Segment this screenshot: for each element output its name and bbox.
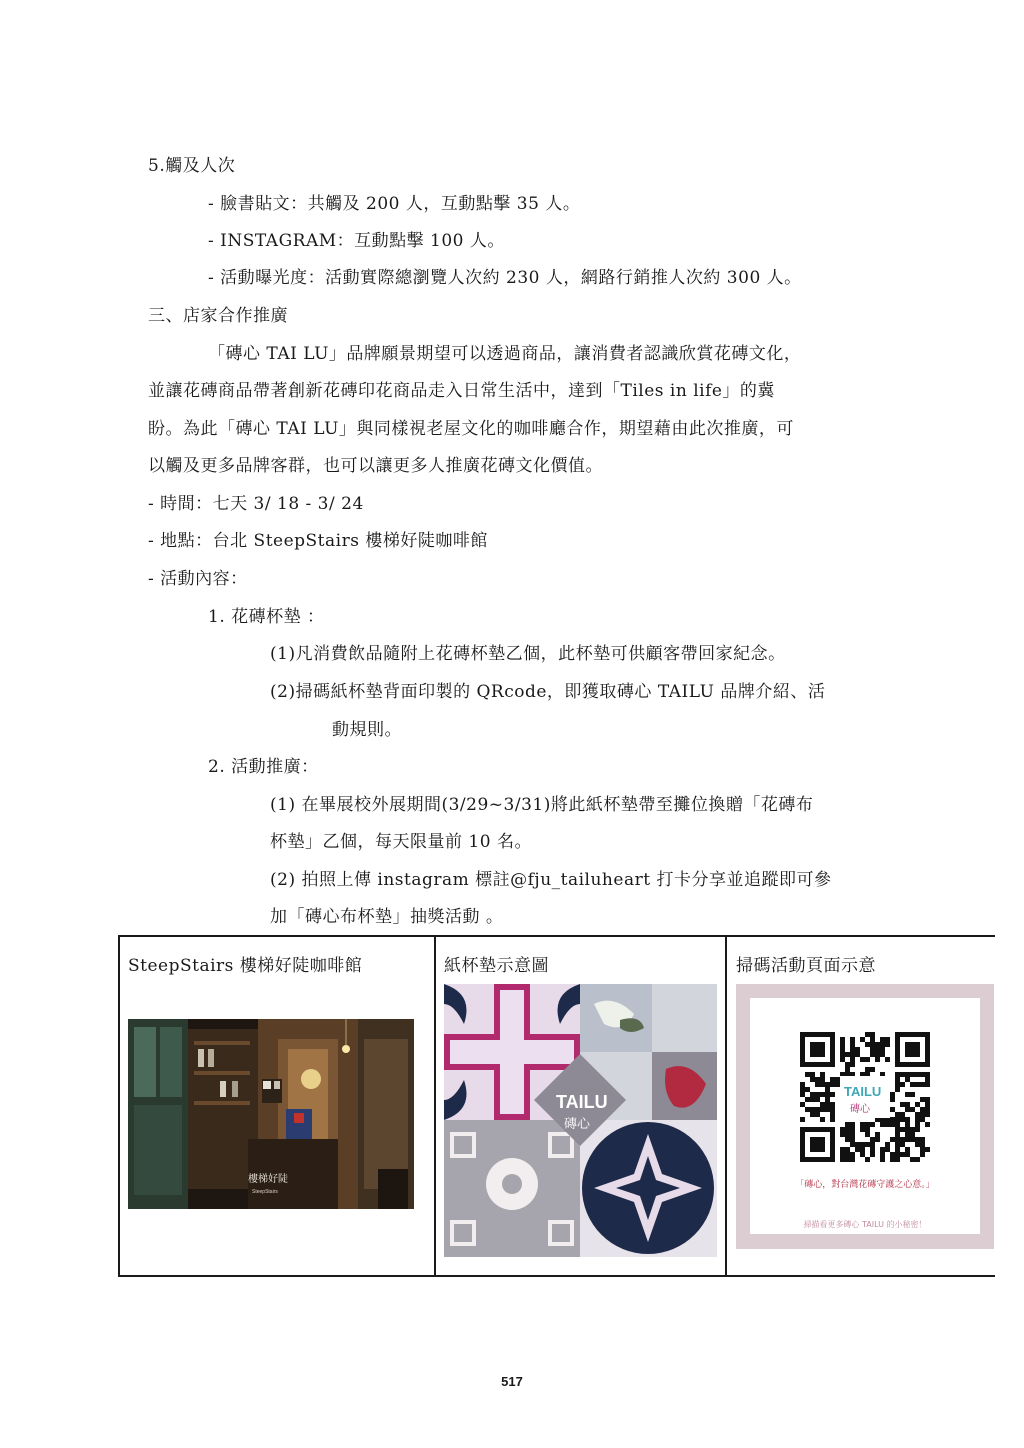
- cafe-sign-sub: SteepStairs: [252, 1189, 278, 1195]
- paragraph-line: 「磚心 TAI LU」品牌願景期望可以透過商品，讓消費者認識欣賞花磚文化，: [208, 344, 802, 364]
- qr-card-image: [736, 984, 994, 1249]
- qr-caption: 掃碼活動頁面示意: [736, 956, 876, 976]
- qr-footer: 掃描看更多磚心 TAILU 的小秘密！: [803, 1220, 927, 1229]
- tile-pattern-graphic: [444, 984, 717, 1257]
- paragraph-line: 以觸及更多品牌客群，也可以讓更多人推廣花磚文化價值。: [148, 456, 603, 476]
- coaster-caption: 紙杯墊示意圖: [444, 956, 549, 976]
- coaster-image: [444, 984, 717, 1257]
- item1-sub2-line1: (2)掃碼紙杯墊背面印製的 QRcode，即獲取磚心 TAILU 品牌介紹、活: [270, 682, 826, 702]
- page-number: 517: [501, 1374, 523, 1389]
- cafe-photo-image: [128, 1019, 414, 1209]
- time-line: - 時間：七天 3/ 18 - 3/ 24: [148, 494, 364, 514]
- paragraph-line: 並讓花磚商品帶著創新花磚印花商品走入日常生活中，達到「Tiles in life」的冀: [148, 381, 775, 401]
- cafe-photo: [128, 1019, 414, 1209]
- reach-facebook: - 臉書貼文：共觸及 200 人，互動點擊 35 人。: [208, 194, 581, 214]
- paragraph-line: 盼。為此「磚心 TAI LU」與同樣視老屋文化的咖啡廳合作，期望藉由此次推廣，可: [148, 419, 794, 439]
- cafe-sign-text: 樓梯好陡: [248, 1174, 288, 1185]
- qr-cell: [726, 936, 995, 1276]
- reach-instagram: - INSTAGRAM：互動點擊 100 人。: [208, 231, 505, 251]
- qr-card-graphic: [736, 984, 994, 1249]
- item1-sub1: (1)凡消費飲品隨附上花磚杯墊乙個，此杯墊可供顧客帶回家紀念。: [270, 644, 786, 664]
- coaster-logo-text: TAILU: [556, 1092, 608, 1112]
- section5-heading: 5.觸及人次: [148, 156, 236, 176]
- reach-exposure: - 活動曝光度：活動實際總瀏覽人次約 230 人，網路行銷推人次約 300 人。: [208, 268, 802, 288]
- content-line: - 活動內容：: [148, 569, 248, 589]
- place-line: - 地點：台北 SteepStairs 樓梯好陡咖啡館: [148, 531, 488, 551]
- item2-sub2-line2: 加「磚心布杯墊」抽獎活動 。: [270, 907, 504, 927]
- coaster-cell: [435, 936, 726, 1276]
- section3-heading: 三、店家合作推廣: [148, 306, 288, 326]
- cafe-caption: SteepStairs 樓梯好陡咖啡館: [128, 956, 363, 976]
- cafe-cell: [119, 936, 435, 1276]
- qr-slogan: 「磚心，對台灣花磚守護之心意。」: [795, 1180, 935, 1190]
- item2-sub1-line1: (1) 在畢展校外展期間(3/29~3/31)將此紙杯墊帶至攤位換贈「花磚布: [270, 795, 814, 815]
- item1-sub2-line2: 動規則。: [332, 720, 402, 740]
- item2-heading: 2. 活動推廣：: [208, 757, 319, 777]
- qr-logo-text: TAILU: [844, 1084, 882, 1099]
- item2-sub1-line2: 杯墊」乙個，每天限量前 10 名。: [270, 832, 532, 852]
- item2-sub2-line1: (2) 拍照上傳 instagram 標註@fju_tailuheart 打卡分享並追蹤即可參: [270, 870, 832, 890]
- qr-logo-cn: 磚心: [850, 1104, 870, 1115]
- coaster-logo-cn: 磚心: [564, 1117, 591, 1132]
- figure-table: [118, 935, 995, 1277]
- item1-heading: 1. 花磚杯墊 ：: [208, 607, 325, 627]
